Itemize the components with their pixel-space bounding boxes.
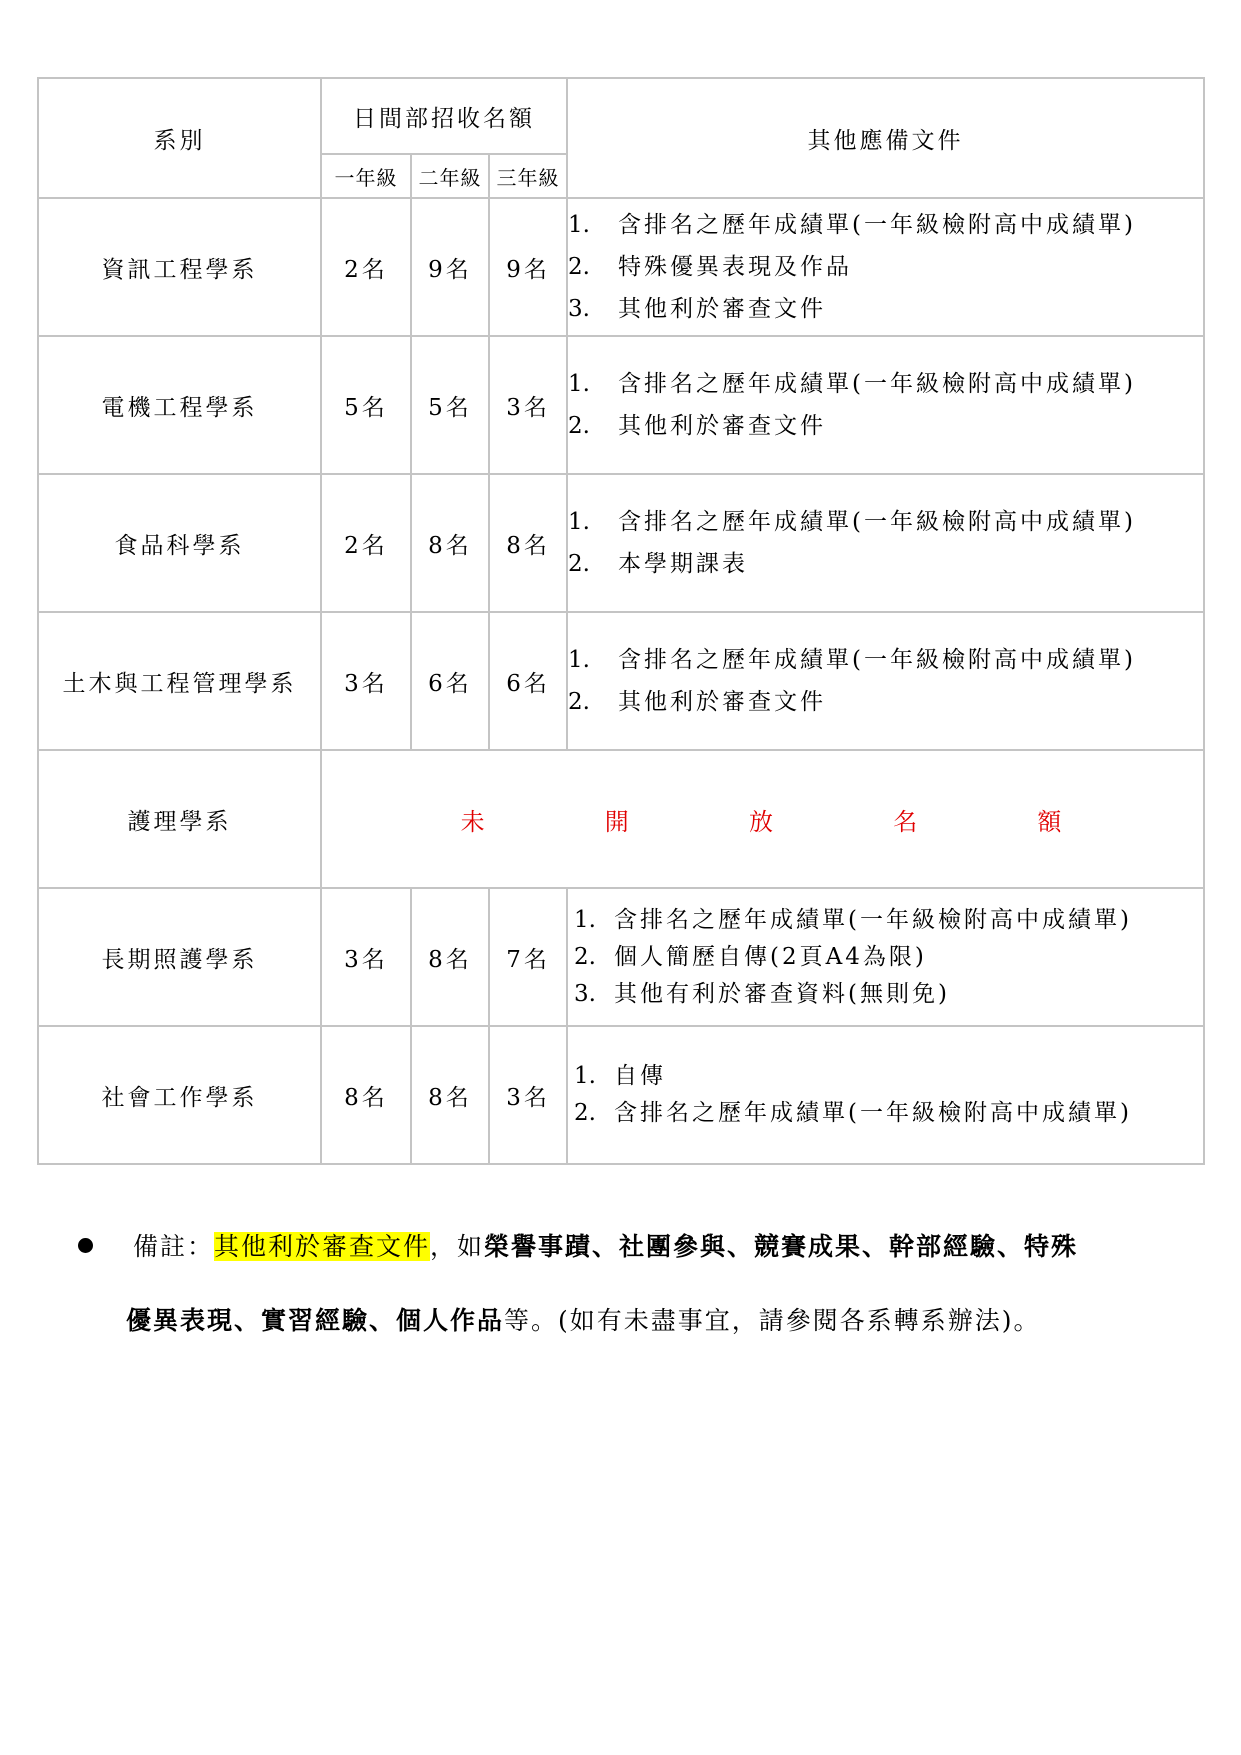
- table-row: [38, 888, 1204, 1026]
- docs-cell: [567, 1026, 1204, 1164]
- list-item: [568, 204, 1203, 246]
- remark-line-1: [78, 1210, 1158, 1284]
- dept-cell: 長期照護學系: [38, 888, 321, 1026]
- docs-list: [568, 501, 1203, 585]
- header-quota: 日間部招收名額: [321, 78, 567, 154]
- remark-label: 備註：: [133, 1232, 215, 1261]
- list-number: 1.: [574, 1063, 596, 1089]
- quota-grade-3: 8名: [489, 474, 567, 612]
- docs-list: [568, 902, 1203, 1013]
- dept-cell: 土木與工程管理學系: [38, 612, 321, 750]
- quota-grade-1: 8名: [321, 1026, 411, 1164]
- bullet-icon: [78, 1238, 93, 1253]
- quota-grade-2: 9名: [411, 198, 489, 336]
- list-item: [568, 1058, 1203, 1095]
- quota-grade-3: 9名: [489, 198, 567, 336]
- quota-grade-2: 8名: [411, 1026, 489, 1164]
- quota-grade-1: 5名: [321, 336, 411, 474]
- table-row: [38, 1026, 1204, 1164]
- table-row: [38, 750, 1204, 888]
- list-number: 2.: [568, 551, 590, 577]
- list-text: 本學期課表: [618, 551, 749, 577]
- list-item: [568, 639, 1203, 681]
- list-text: 其他有利於審查資料(無則免): [614, 980, 950, 1007]
- list-item: [568, 363, 1203, 405]
- docs-cell: [567, 198, 1204, 336]
- not-open-text: [322, 802, 1203, 837]
- quota-grade-1: 3名: [321, 612, 411, 750]
- list-text: 含排名之歷年成績單(一年級檢附高中成績單): [618, 371, 1136, 397]
- docs-cell: [567, 474, 1204, 612]
- quota-grade-3: 3名: [489, 1026, 567, 1164]
- quota-grade-2: 5名: [411, 336, 489, 474]
- list-number: 3.: [568, 296, 590, 322]
- quota-grade-3: 7名: [489, 888, 567, 1026]
- list-number: 2.: [568, 689, 590, 715]
- table-row: [38, 198, 1204, 336]
- list-text: 特殊優異表現及作品: [618, 254, 853, 280]
- docs-cell: [567, 336, 1204, 474]
- header-grade-3: 三年級: [489, 154, 567, 198]
- quota-grade-1: 2名: [321, 474, 411, 612]
- docs-cell: [567, 612, 1204, 750]
- quota-table: [37, 77, 1205, 1165]
- docs-list: [568, 1058, 1203, 1132]
- not-open-cell: [321, 750, 1204, 888]
- docs-list: [568, 639, 1203, 723]
- not-open-char: 額: [1037, 807, 1065, 836]
- dept-cell: 電機工程學系: [38, 336, 321, 474]
- list-item: [568, 246, 1203, 288]
- docs-list: [568, 363, 1203, 447]
- list-number: 1.: [574, 906, 596, 933]
- list-number: 1.: [568, 212, 590, 238]
- list-text: 含排名之歷年成績單(一年級檢附高中成績單): [614, 906, 1132, 933]
- list-item: [568, 681, 1203, 723]
- remark-bold-1: 榮譽事蹟、社團參與、競賽成果、幹部經驗、特殊: [484, 1232, 1079, 1261]
- list-text: 其他利於審查文件: [618, 296, 827, 322]
- dept-cell: 護理學系: [38, 750, 321, 888]
- list-number: 2.: [568, 413, 590, 439]
- not-open-char: 開: [604, 807, 632, 836]
- list-text: 含排名之歷年成績單(一年級檢附高中成績單): [618, 212, 1136, 238]
- quota-grade-1: 2名: [321, 198, 411, 336]
- list-text: 自傳: [614, 1063, 667, 1089]
- list-item: [568, 405, 1203, 447]
- list-number: 2.: [574, 1100, 596, 1126]
- list-item: [568, 902, 1203, 939]
- list-number: 1.: [568, 509, 590, 535]
- remark-highlight: 其他利於審查文件: [214, 1232, 431, 1261]
- not-open-char: 放: [749, 807, 776, 836]
- remark-note: [78, 1210, 1158, 1358]
- list-item: [568, 501, 1203, 543]
- dept-cell: 社會工作學系: [38, 1026, 321, 1164]
- list-text: 含排名之歷年成績單(一年級檢附高中成績單): [618, 509, 1136, 535]
- list-number: 2.: [568, 254, 590, 280]
- quota-grade-2: 8名: [411, 474, 489, 612]
- list-text: 含排名之歷年成績單(一年級檢附高中成績單): [614, 1100, 1132, 1126]
- list-item: [568, 288, 1203, 330]
- list-item: [568, 939, 1203, 976]
- list-item: [568, 976, 1203, 1013]
- list-number: 1.: [568, 647, 590, 673]
- not-open-char: 名: [893, 807, 921, 836]
- list-text: 個人簡歷自傳(2頁A4為限): [614, 943, 927, 970]
- list-text: 其他利於審查文件: [618, 689, 827, 715]
- docs-list: [568, 204, 1203, 330]
- dept-cell: 食品科學系: [38, 474, 321, 612]
- list-number: 3.: [574, 980, 596, 1007]
- header-grade-1: 一年級: [321, 154, 411, 198]
- remark-bold-2: 優異表現、實習經驗、個人作品: [126, 1306, 505, 1335]
- quota-grade-3: 6名: [489, 612, 567, 750]
- quota-grade-3: 3名: [489, 336, 567, 474]
- docs-cell: [567, 888, 1204, 1026]
- table-row: [38, 474, 1204, 612]
- table-row: [38, 336, 1204, 474]
- header-docs: 其他應備文件: [567, 78, 1204, 198]
- list-number: 1.: [568, 371, 590, 397]
- list-text: 含排名之歷年成績單(一年級檢附高中成績單): [618, 647, 1136, 673]
- remark-text-1: ，如: [430, 1232, 485, 1261]
- quota-grade-2: 6名: [411, 612, 489, 750]
- list-item: [568, 1095, 1203, 1132]
- remark-text-2: 等。(如有未盡事宜，請參閱各系轉系辦法)。: [504, 1306, 1041, 1335]
- header-dept: 系別: [38, 78, 321, 198]
- header-grade-2: 二年級: [411, 154, 489, 198]
- dept-cell: 資訊工程學系: [38, 198, 321, 336]
- list-text: 其他利於審查文件: [618, 413, 827, 439]
- quota-grade-1: 3名: [321, 888, 411, 1026]
- quota-grade-2: 8名: [411, 888, 489, 1026]
- not-open-char: 未: [460, 807, 488, 836]
- remark-line-2: [78, 1284, 1158, 1358]
- list-item: [568, 543, 1203, 585]
- list-number: 2.: [574, 943, 596, 970]
- table-row: [38, 612, 1204, 750]
